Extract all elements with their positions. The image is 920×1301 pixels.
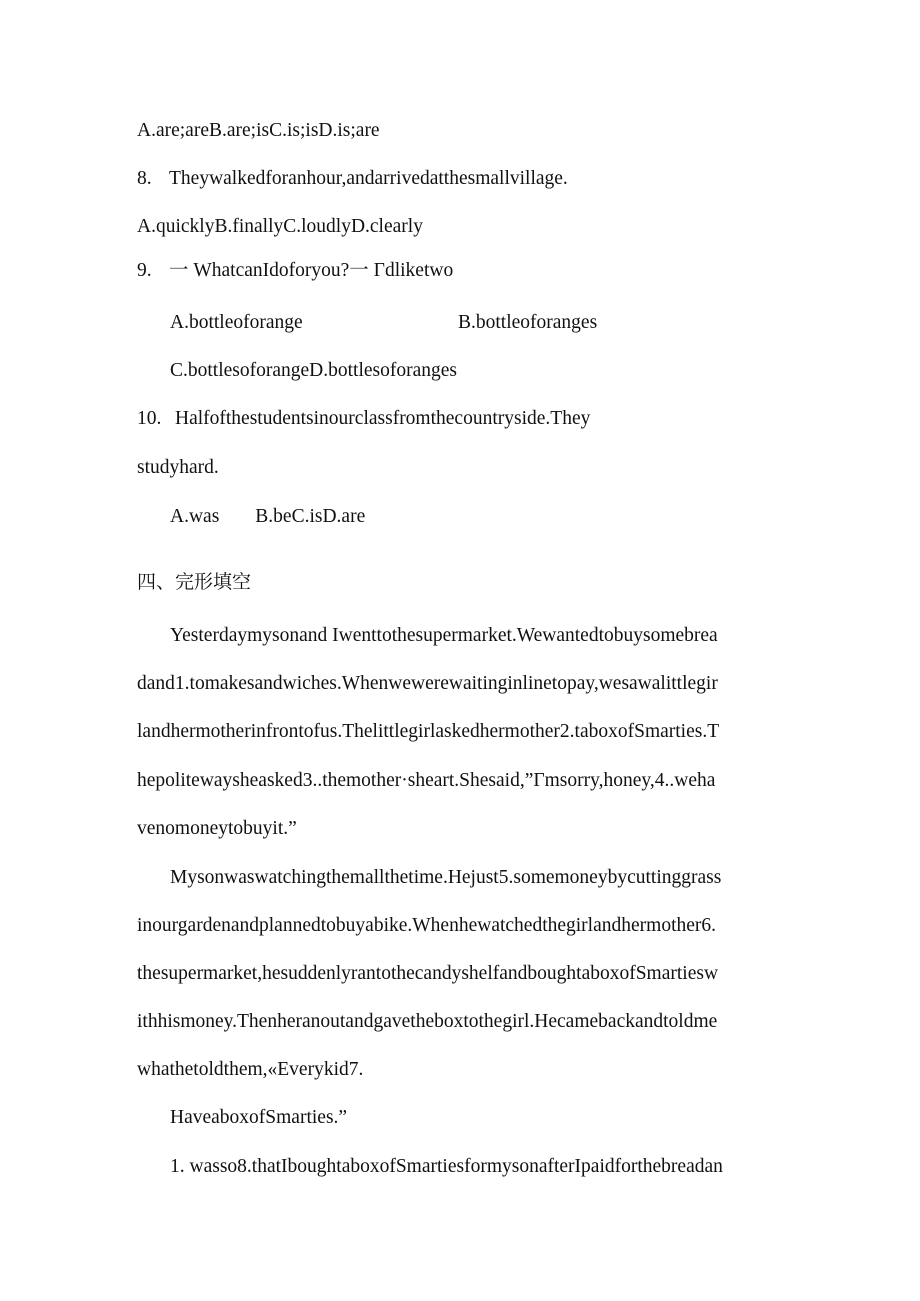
question-8-number: 8. [137,168,152,189]
passage-line: dand1.tomakesandwiches.Whenwewerewaitinginlinetopay,wesawalittlegir [137,673,718,694]
question-8-stem: Theywalkedforanhour,andarrivedatthesmallvillage. [169,168,568,189]
question-10 [137,407,590,431]
q9-options-ab [170,311,870,335]
passage-line: thesupermarket,hesuddenlyrantothecandyshelfandboughtaboxofSmartiesw [137,963,719,984]
q8-options: A.quicklyB.finallyC.loudlyD.clearly [137,216,423,237]
passage-line: ithhismoney.Thenheranoutandgavetheboxtothegirl.Hecamebackandtoldme [137,1011,718,1032]
q10-option-a: A.was [170,506,220,527]
passage-line: Mysonwaswatchingthemallthetime.Hejust5.somemoneybycuttinggrass [170,867,722,888]
passage-line: venomoneytobuyit.” [137,818,297,839]
q9-options-cd: C.bottlesoforangeD.bottlesoforanges [170,360,458,381]
section-title-cloze: 四、完形填空 [137,571,252,593]
question-9-number: 9. [137,260,152,281]
passage-line: hepolitewaysheasked3..themother·sheart.Shesaid,”Γmsorry,honey,4..weha [137,770,716,791]
q7-options: A.are;areB.are;isC.is;isD.is;are [137,120,380,141]
question-9-stem: 一 WhatcanIdoforyou?一 Γdliketwo [169,260,454,281]
passage-line: inourgardenandplannedtobuyabike.Whenhewatchedthegirlandhermother6. [137,915,717,936]
question-10-stem-line1: Halfofthestudentsinourclassfromthecountryside.They [175,408,591,429]
q9-option-b: B.bottleoforanges [458,312,598,333]
passage-line: landhermotherinfrontofus.Thelittlegirlaskedhermother2.taboxofSmarties.T [137,721,720,742]
question-9 [137,259,453,283]
q9-option-a: A.bottleoforange [170,312,303,333]
question-10-stem-line2: studyhard. [137,457,219,478]
passage-line: Yesterdaymysonand Iwenttothesupermarket.Wewantedtobuysomebrea [170,625,718,646]
q10-options-bcd: B.beC.isD.are [255,506,366,527]
passage-line: whathetoldthem,«Everykid7. [137,1059,364,1080]
question-10-number: 10. [137,408,162,429]
question-8 [137,167,568,191]
passage-line: HaveaboxofSmarties.” [170,1107,348,1128]
passage-line: 1. wasso8.thatIboughtaboxofSmartiesformysonafterIpaidforthebreadan [170,1156,723,1177]
q10-options [170,505,365,529]
